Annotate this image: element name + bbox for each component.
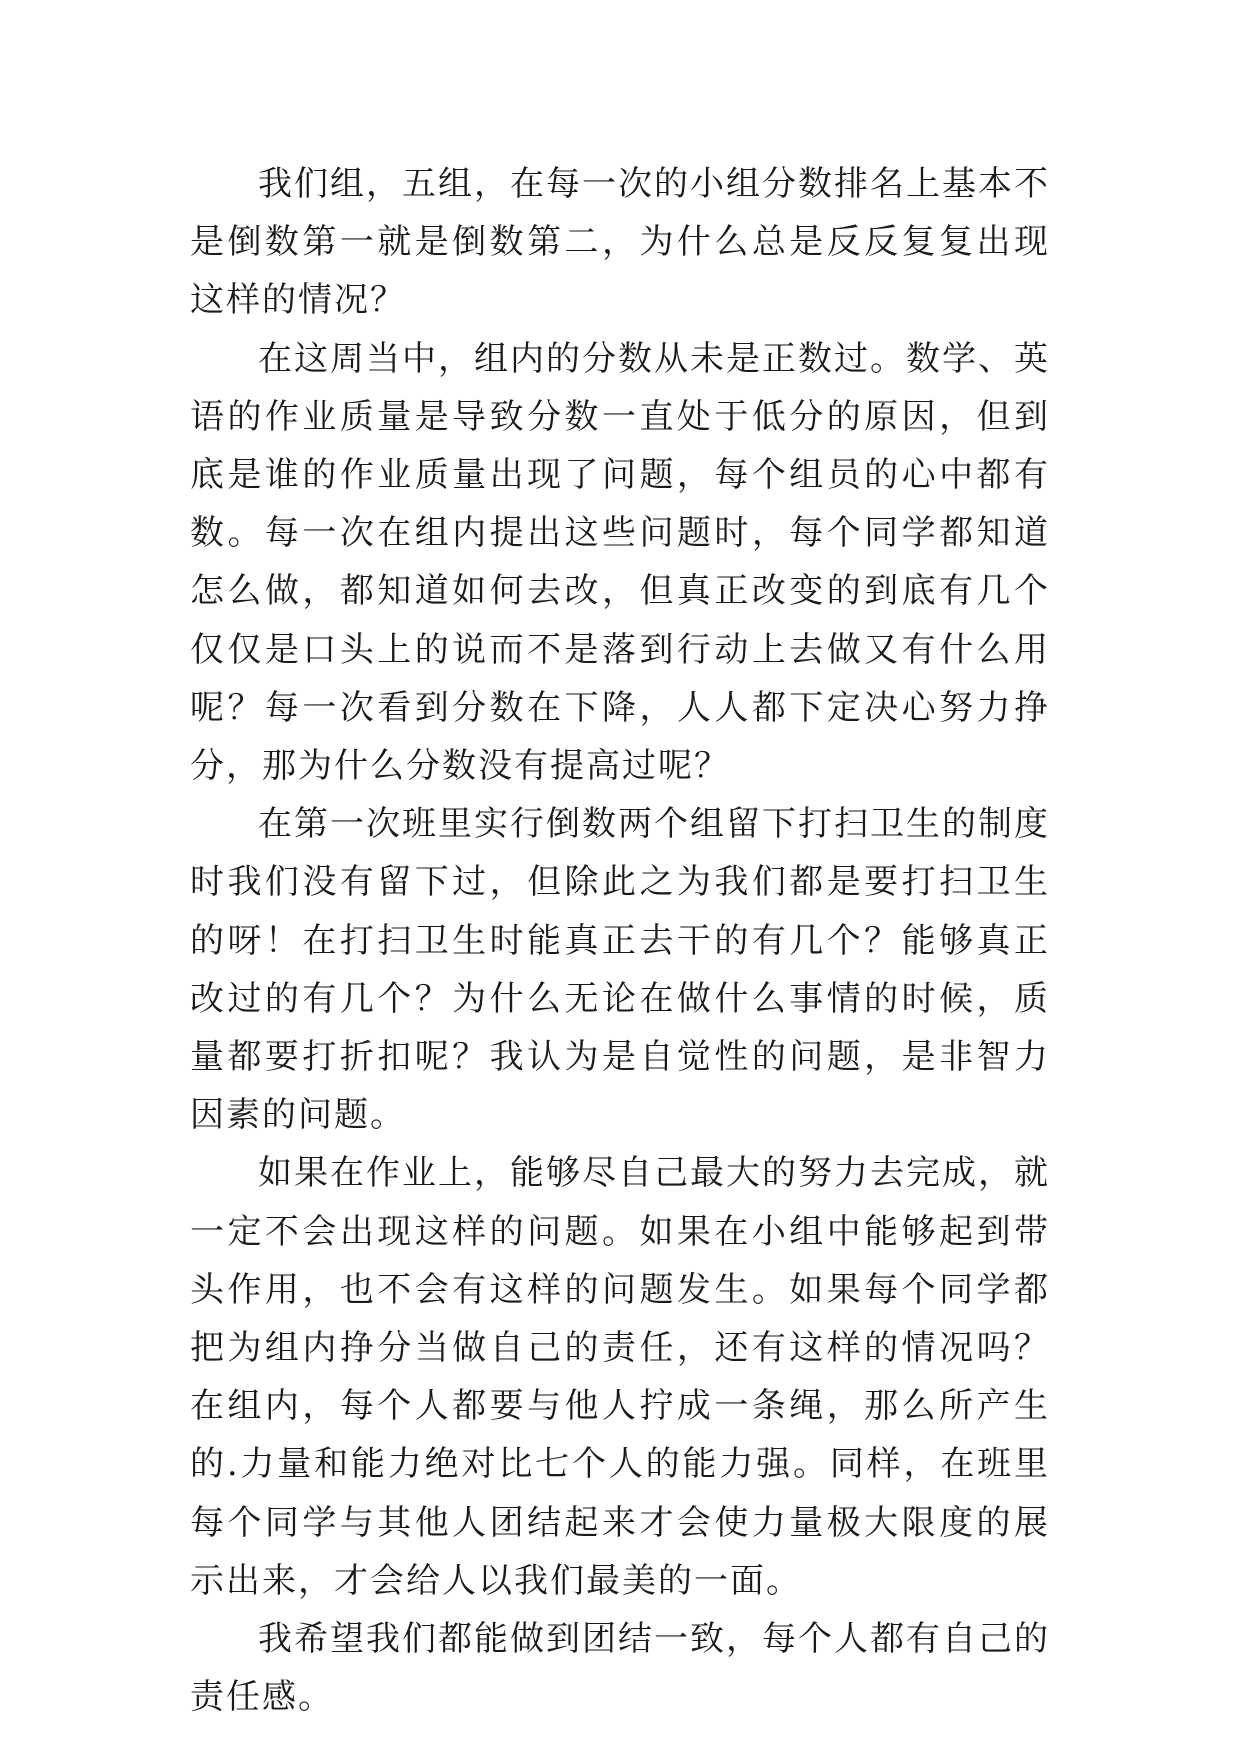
paragraph-1: 我们组，五组，在每一次的小组分数排名上基本不是倒数第一就是倒数第二，为什么总是反反复复出现这样的情况？ <box>190 164 1050 321</box>
paragraph-4: 如果在作业上，能够尽自己最大的努力去完成，就一定不会出现这样的问题。如果在小组中能够起到带头作用，也不会有这样的问题发生。如果每个同学都把为组内挣分当做自己的责任，还有这样的情况吗？在组内，每个人都要与他人拧成一条绳，那么所产生的.力量和能力绝对比七个人的能力强。同样，在班里每个同学与其他人团结起来才会使力量极大限度的展示出来，才会给人以我们最美的一面。 <box>190 1153 1050 1601</box>
document-body <box>190 155 1050 1726</box>
paragraph-2: 在这周当中，组内的分数从未是正数过。数学、英语的作业质量是导致分数一直处于低分的原因，但到底是谁的作业质量出现了问题，每个组员的心中都有数。每一次在组内提出这些问题时，每个同学都知道怎么做，都知道如何去改，但真正改变的到底有几个仅仅是口头上的说而不是落到行动上去做又有什么用呢？每一次看到分数在下降，人人都下定决心努力挣分，那为什么分数没有提高过呢？ <box>190 338 1050 787</box>
paragraph-3: 在第一次班里实行倒数两个组留下打扫卫生的制度时我们没有留下过，但除此之为我们都是要打扫卫生的呀！在打扫卫生时能真正去干的有几个？能够真正改过的有几个？为什么无论在做什么事情的时候，质量都要打折扣呢？我认为是自觉性的问题，是非智力因素的问题。 <box>190 804 1050 1136</box>
paragraph-5: 我希望我们都能做到团结一致，每个人都有自己的责任感。 <box>190 1619 1050 1718</box>
